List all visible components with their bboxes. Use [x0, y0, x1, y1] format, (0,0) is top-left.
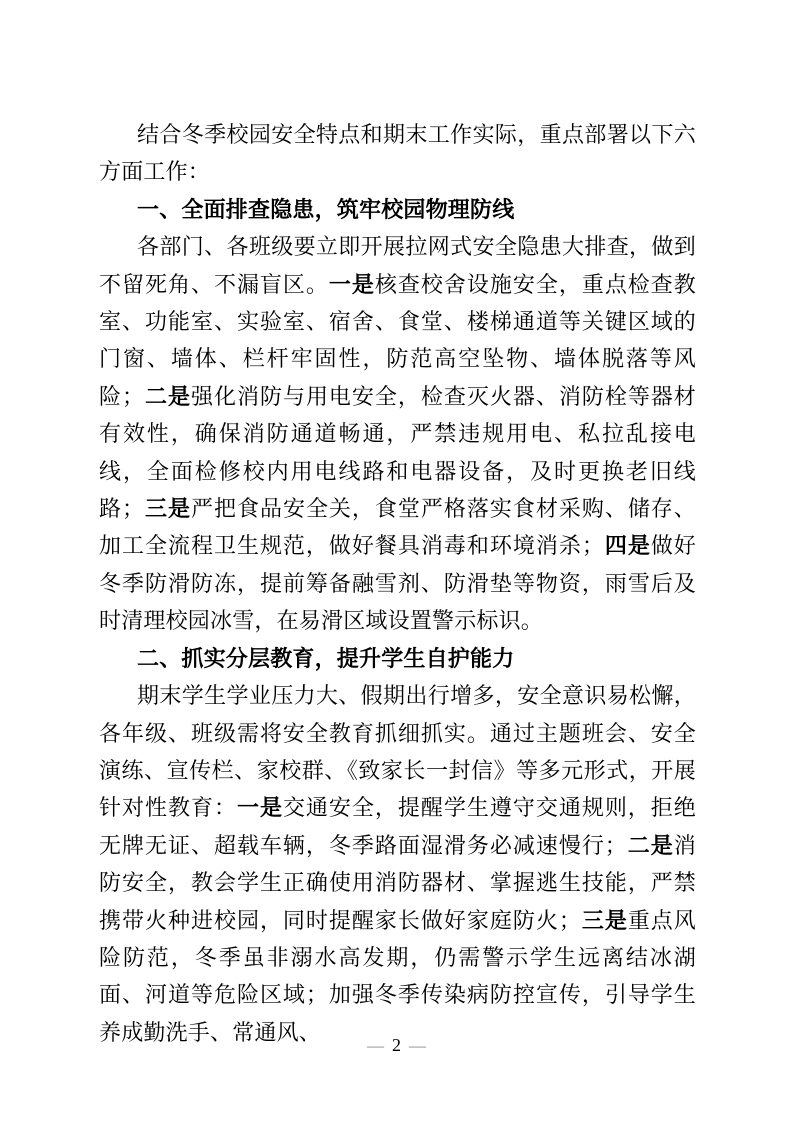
bold-emphasis-run: 四是	[604, 533, 651, 559]
bold-emphasis-run: 一是	[328, 271, 375, 297]
text-run: 期末学生学业压力大、假期出行增多，安全意识易松懈，各年级、班级需将安全教育抓细抓实。通过主题班会、安全演练、宣传栏、家校群、《致家长一封信》等多元形式，开展针对性教育：	[99, 683, 696, 821]
page-number: 2	[392, 1035, 401, 1055]
bold-emphasis-run: 二是	[627, 832, 674, 858]
text-run: 结合冬季校园安全特点和期末工作实际，重点部署以下六方面工作：	[99, 122, 696, 185]
bold-emphasis-run: 二是	[144, 383, 191, 409]
text-run: 交通安全，提醒学生遵守交通规则，拒绝无牌无证、超载车辆，冬季路面湿滑务必减速慢行；	[99, 795, 696, 858]
text-run: 严把食品安全关，食堂严格落实食材采购、储存、加工全流程卫生规范，做好餐具消毒和环境消杀；	[99, 496, 697, 559]
text-run: 强化消防与用电安全，检查灭火器、消防栓等器材有效性，确保消防通道畅通，严禁违规用电、私拉乱接电线，全面检修校内用电线路和电器设备，及时更换老旧线路；	[99, 383, 697, 522]
bold-emphasis-run: 一、全面排查隐患，筑牢校园物理防线	[137, 196, 515, 222]
body-paragraph	[99, 677, 696, 1051]
section-heading	[99, 640, 696, 677]
footer-dash-right: —	[409, 1036, 426, 1055]
text-run: 核查校舍设施安全，重点检查教室、功能室、实验室、宿舍、食堂、楼梯通道等关键区域的门窗、墙体、栏杆牢固性，防范高空坠物、墙体脱落等风险；	[99, 271, 696, 409]
bold-emphasis-run: 二、抓实分层教育，提升学生自护能力	[137, 645, 515, 671]
bold-emphasis-run: 一是	[236, 795, 283, 821]
text-run: 重点风险防范，冬季虽非溺水高发期，仍需警示学生远离结冰湖面、河道等危险区域；加强冬季传染病防控宣传，引导学生养成勤洗手、常通风、	[99, 907, 696, 1045]
text-run: 做好冬季防滑防冻，提前筹备融雪剂、防滑垫等物资，雨雪后及时清理校园冰雪，在易滑区域设置警示标识。	[99, 533, 697, 634]
text-run: 消防安全，教会学生正确使用消防器材、掌握逃生技能，严禁携带火种进校园，同时提醒家长做好家庭防火；	[99, 832, 696, 933]
body-paragraph	[99, 116, 696, 191]
bold-emphasis-run: 三是	[144, 496, 191, 522]
page-footer	[0, 1034, 793, 1057]
text-run: 各部门、各班级要立即开展拉网式安全隐患大排查，做到不留死角、不漏盲区。	[99, 234, 696, 297]
document-body	[99, 116, 696, 1051]
body-paragraph	[99, 228, 696, 639]
footer-dash-left: —	[367, 1036, 384, 1055]
section-heading	[99, 191, 696, 228]
bold-emphasis-run: 三是	[581, 907, 628, 933]
